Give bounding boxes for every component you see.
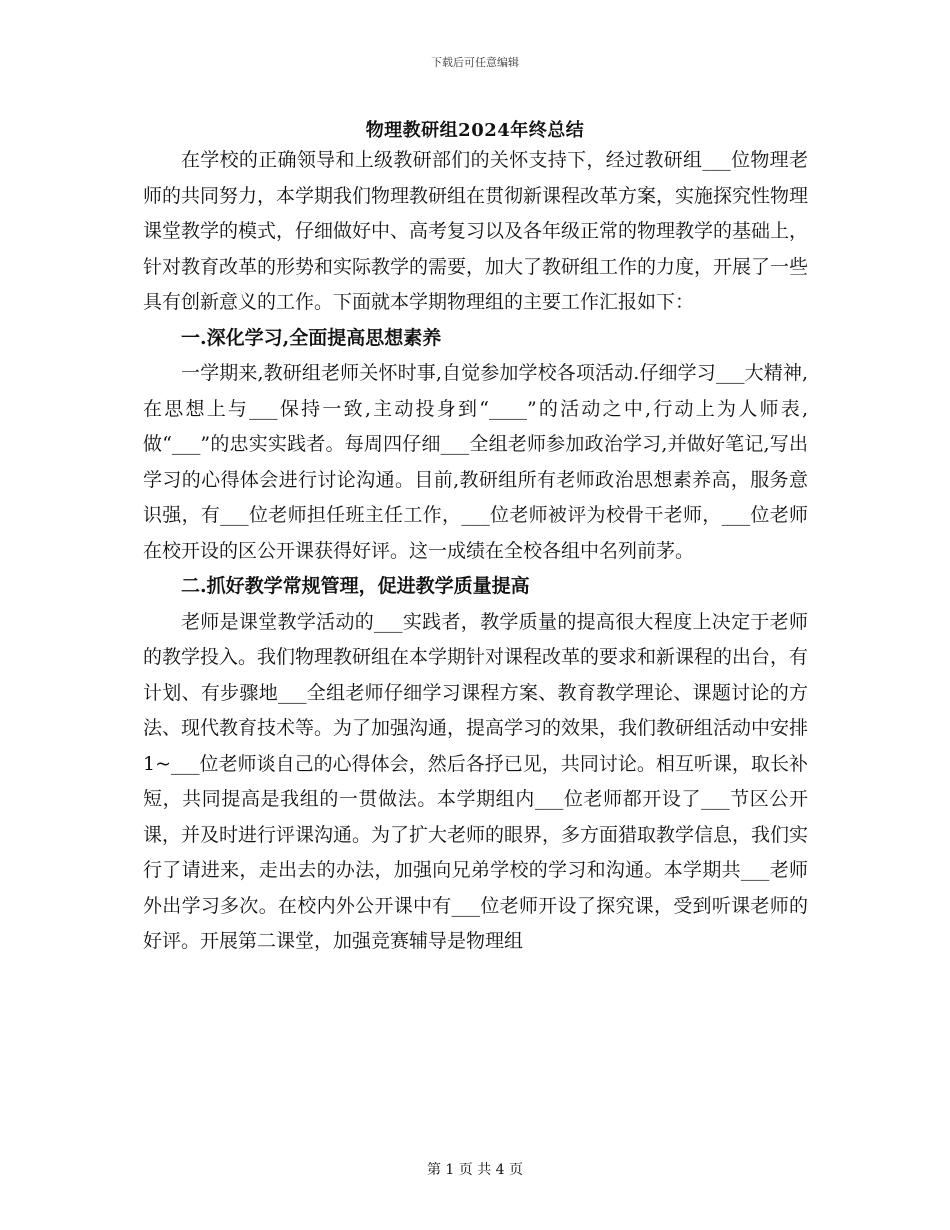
section-2-paragraph: 老师是课堂教学活动的___实践者，教学质量的提高很大程度上决定于老师的教学投入。我们物理教研组在本学期针对课程改革的要求和新课程的出台，有计划、有步骤地___全组老师仔细学习课程方案、教育教学理论、课题讨论的方法、现代教育技术等。为了加强沟通，提高学习的效果，我们教研组活动中安排1~___位老师谈自己的心得体会，然后各抒已见，共同讨论。相互听课，取长补短，共同提高是我组的一贯做法。本学期组内___位老师都开设了___节区公开课，并及时进行评课沟通。为了扩大老师的眼界，多方面猎取教学信息，我们实行了请进来，走出去的办法，加强向兄弟学校的学习和沟通。本学期共___老师外出学习多次。在校内外公开课中有___位老师开设了探究课，受到听课老师的好评。开展第二课堂，加强竞赛辅导是物理组 [143,610,809,952]
page-number-footer: 第 1 页 共 4 页 [426,1162,524,1178]
section-1-heading: 一.深化学习,全面提高思想素养 [181,326,442,349]
intro-paragraph: 在学校的正确领导和上级教研部们的关怀支持下，经过教研组___位物理老师的共同努力，本学期我们物理教研组在贯彻新课程改革方案，实施探究性物理课堂教学的模式，仔细做好中、高考复习以及各年级正常的物理教学的基础上，针对教育改革的形势和实际教学的需要，加大了教研组工作的力度，开展了一些具有创新意义的工作。下面就本学期物理组的主要工作汇报如下： [143,149,809,313]
document-title: 物理教研组2024年终总结 [365,120,585,141]
document-body [143,143,808,960]
section-1-paragraph: 一学期来,教研组老师关怀时事,自觉参加学校各项活动.仔细学习___大精神,在思想上与___保持一致,主动投身到“____”的活动之中,行动上为人师表,做“___”的忠实实践者。每周四仔细___全组老师参加政治学习,并做好笔记,写出学习的心得体会进行讨论沟通。目前,教研组所有老师政治思想素养高，服务意识强，有___位老师担任班主任工作，___位老师被评为校骨干老师，___位老师在校开设的区公开课获得好评。这一成绩在全校各组中名列前茅。 [143,362,808,562]
page-header-note: 下载后可任意编辑 [431,56,519,69]
section-2-heading: 二.抓好教学常规管理，促进教学质量提高 [181,575,530,597]
